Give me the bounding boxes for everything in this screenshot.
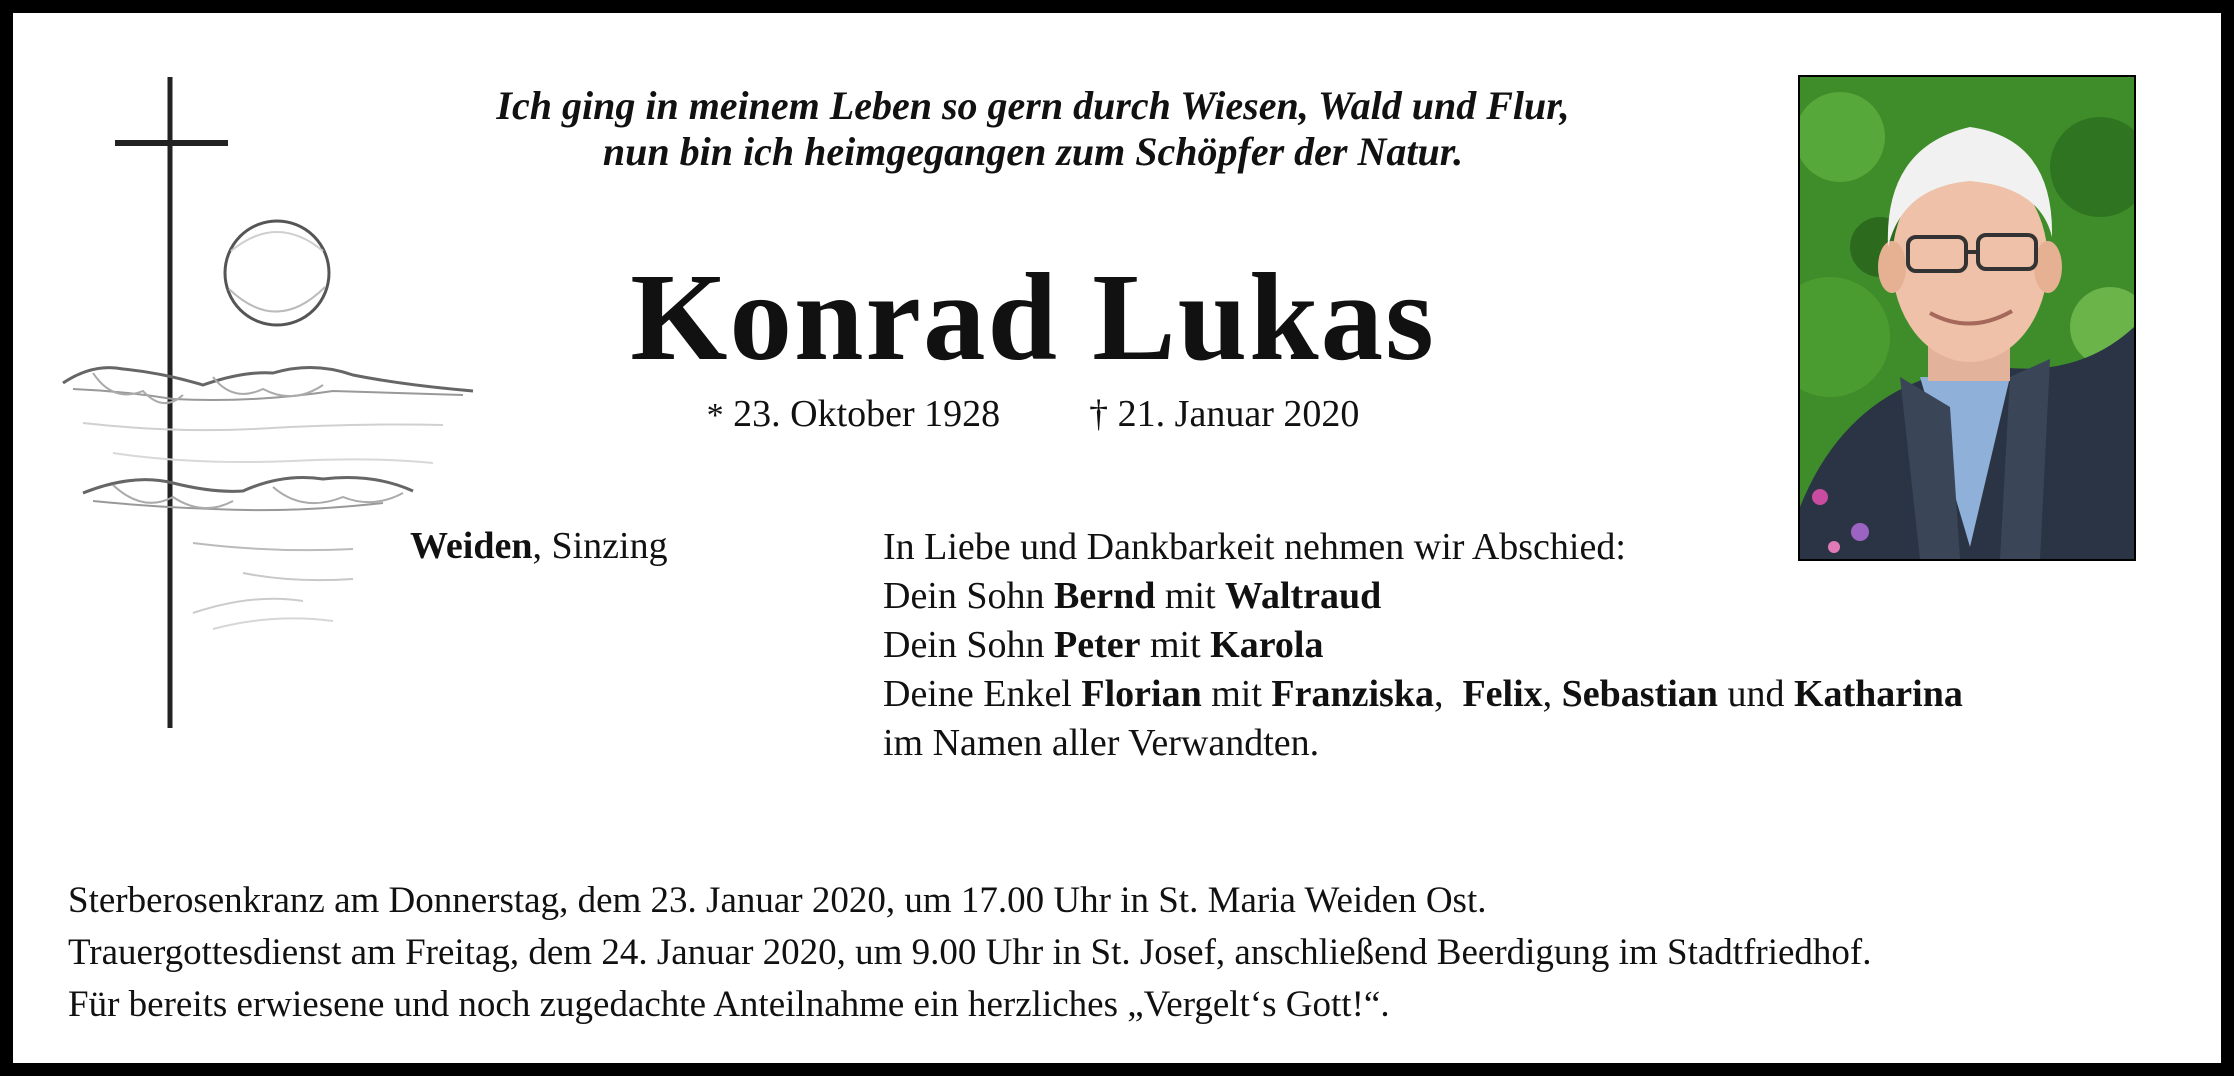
life-dates [433, 391, 1633, 439]
mourner-name: Sebastian [1561, 673, 1718, 715]
service-line-mass: Trauergottesdienst am Freitag, dem 24. Januar 2020, um 9.00 Uhr in St. Josef, anschließend Beerdigung im Stadtfriedhof. [68, 932, 1872, 973]
mourners-intro: In Liebe und Dankbarkeit nehmen wir Abschied: [883, 526, 1626, 568]
sun-icon [225, 221, 329, 325]
motto [433, 83, 1633, 175]
motto-line-2: nun bin ich heimgegangen zum Schöpfer der Natur. [602, 129, 1464, 174]
mourner-name: Felix [1462, 673, 1543, 715]
death-date: 21. Januar 2020 [1117, 393, 1360, 435]
service-info [68, 875, 1871, 1031]
place-district: Sinzing [551, 525, 668, 567]
mourner-name: Peter [1054, 624, 1141, 666]
mourners-closing: im Namen aller Verwandten. [883, 722, 1320, 764]
portrait-photo [1798, 75, 2136, 561]
birth-date: 23. Oktober 1928 [733, 393, 1001, 435]
service-line-thanks: Für bereits erwiesene und noch zugedachte Anteilnahme ein herzliches „Vergelt‘s Gott!“. [68, 984, 1390, 1025]
mourner-name: Florian [1081, 673, 1202, 715]
mourner-name: Franziska [1271, 673, 1434, 715]
place-separator: , [532, 525, 552, 567]
service-line-rosary: Sterberosenkranz am Donnerstag, dem 23. Januar 2020, um 17.00 Uhr in St. Maria Weiden Ost. [68, 880, 1487, 921]
mourner-line-3: Deine Enkel Florian mit Franziska, Felix, Sebastian und Katharina [883, 673, 1963, 715]
motto-line-1: Ich ging in meinem Leben so gern durch Wiesen, Wald und Flur, [496, 83, 1570, 128]
mourner-name: Karola [1210, 624, 1324, 666]
mourner-line-1: Dein Sohn Bernd mit Waltraud [883, 575, 1382, 617]
place-city: Weiden [410, 525, 533, 567]
mourner-name: Waltraud [1225, 575, 1382, 617]
portrait-illustration [1800, 77, 2134, 559]
birth-star-icon: * [706, 397, 724, 434]
mourner-name: Katharina [1793, 673, 1963, 715]
deceased-name: Konrad Lukas [630, 249, 1436, 387]
mourner-line-2: Dein Sohn Peter mit Karola [883, 624, 1324, 666]
hills-sketch [63, 367, 473, 629]
mourner-name: Bernd [1054, 575, 1156, 617]
place [410, 523, 668, 569]
death-dagger-icon: † [1089, 393, 1109, 435]
